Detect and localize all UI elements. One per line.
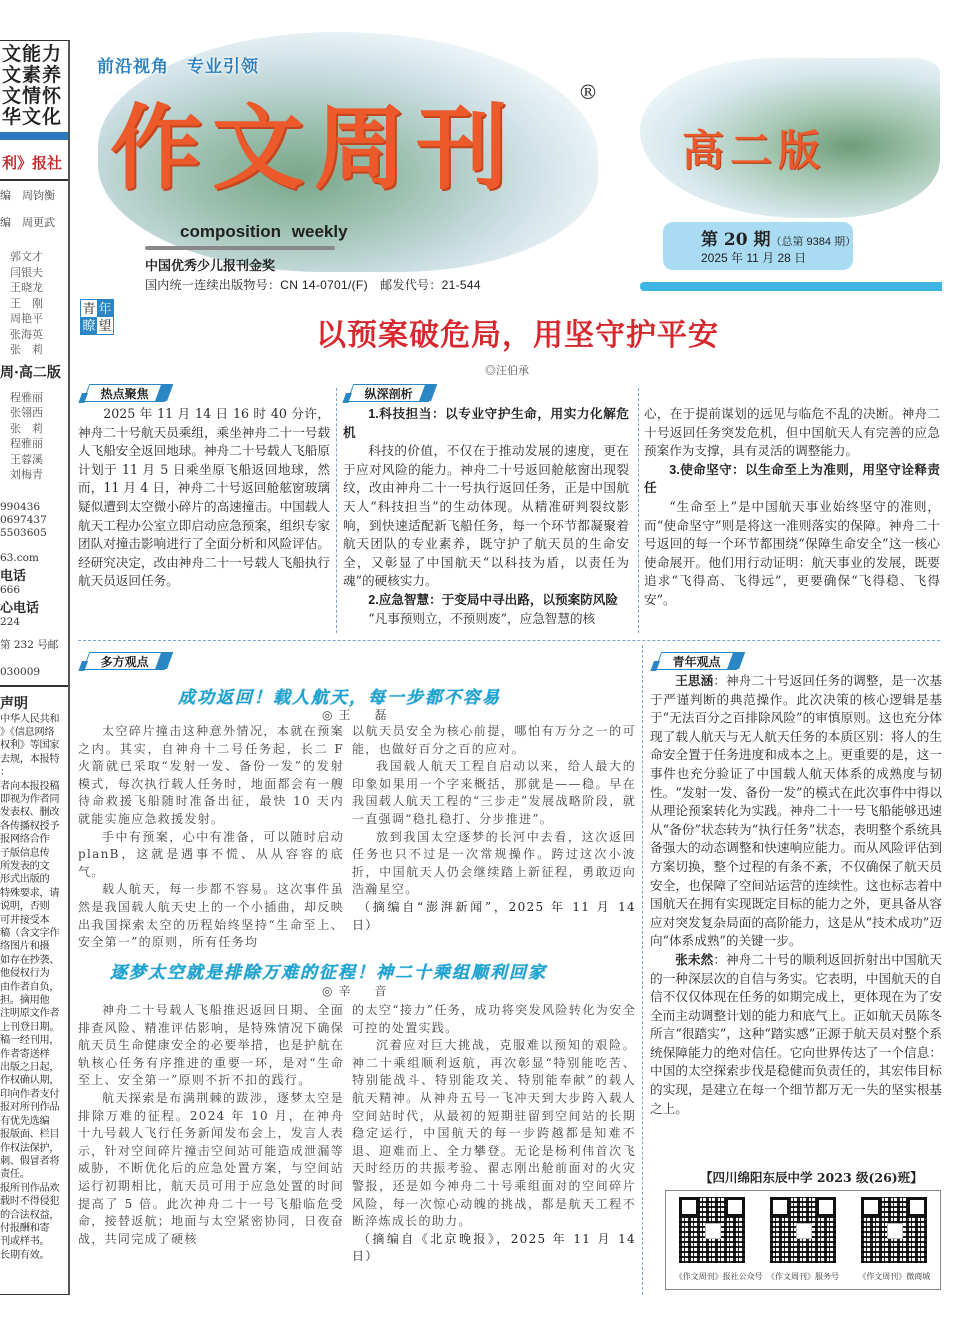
section-tag-hot-focus: 热点聚焦 [83,384,172,402]
divider [0,179,68,181]
section-tag-analysis: 纵深剖析 [347,384,436,402]
english-name: composition weekly [180,222,348,241]
slogan: 前沿视角 专业引领 [97,57,259,76]
edition-title: 高二版 [682,127,827,174]
section-tag-views: 多方观点 [83,652,172,670]
qr-code-shop[interactable]: 《作文周刊》微商城 [857,1195,931,1289]
issn: 国内统一连续出版物号：CN 14-0701/(F) 邮发代号：21-544 [145,278,481,292]
staff-row: 编 周钧衡 [0,189,55,202]
analysis-text-col2: 心，在于提前谋划的远见与临危不乱的决断。神舟二十号返回任务突发危机，但中国航天人有完善的应急预案作为支撑，具有灵活的调整能力。 3.使命坚守：以生命至上为准则，用坚守诠释责任 “生命至上”是中国航天事业始终坚守的准则，而“使命坚守”则是将这一准则落实的保障。神舟二十号返回的每一个环节都围绕“保障生命安全”这一核心使命展开。他们用行动证明：航天事业的发展，既要追求“飞得高、飞得远”，更要确保“飞得稳、飞得安”。 [644,406,940,607]
staff-names: 郭文才 闫银夫 王晓龙 王 刚 周艳平 张海英 张 莉 [10,250,43,356]
article2-col1: 神舟二十号载人飞船推迟返回日期、全面排查风险、精准评估影响，是特殊情况下确保航天员生命健康安全的必要举措，也是护航在轨核心任务有序推进的重要一环，是对“生命至上、安全第一”原则不折不扣的践行。 航天探索是布满荆棘的跋涉，逐梦太空是排除万难的征程。2024 年 10 月，在神舟十九号载人飞行任务新闻发布会上，发言人表示，针对空间碎片撞击空间站可能造成泄漏等威胁，不断优化后的应急处置方案，与空间站运行初期相比，航天员可用于应急处置的时间提高了 5 倍。此次神舟二十一号飞船临危受命，接替返航；地面与太空紧密协同，日夜奋战，共同完成了硬核 [78,1003,345,1246]
article1-col2: 以航天员安全为核心前提，哪怕有万分之一的可能，也做好百分之百的应对。 我国载人航天工程自启动以来，给人最大的印象如果用一个字来概括，那就是——稳。早在我国载人航天工程的“三步走”发展战略阶段，就一直强调“稳扎稳打、分步推进”。 放到我国太空逐梦的长河中去看，这次返回任务也只不过是一次常规操作。跨过这次小波折，中国航天人仍会继续踏上新征程，勇敢迈向浩瀚星空。 （摘编自“澎湃新闻”，2025 年 11 月 14 日） [352,723,636,934]
column-badge: 青 年 瞭 望 [80,299,114,335]
youth-views-text: 王思涵：神舟二十号返回任务的调整，是一次基于严谨判断的典范操作。此次决策的核心逻辑是基于“无法百分之百排除风险”的审慎原则。这也充分体现了载人航天与无人航天任务的本质区别：将人的生命安全置于任务进度和成本之上。更重要的是，这一事件也充分验证了中国载人航天体系的成熟度与韧性。“发射一发、备份一发”的模式在此次事件中得以从理论预案转化为实践。神舟二十一号飞船能够迅速从“备份”状态转为“执行任务”状态，表明整个系统具备强大的动态调整和快速响应能力。而从风险评估到方案切换，整个过程的有条不紊，不仅确保了航天员安全，也保障了空间站运营的连续性。这也标志着中国航天在拥有实现既定目标的能力之外，更具备从容应对突发复杂局面的高阶能力，这是从“技术成功”迈向“体系成熟”的关键一步。 张未然：神舟二十号的顺利返回折射出中国航天的一种深层次的自信与务实。它表明，中国航天的自信不仅仅体现在任务的如期完成上，更体现在为了安全而主动调整计划的能力和底气上。正如航天员陈冬所言“很踏实”，这种“踏实感”正源于航天员对整个系统保障能力的绝对信任。它向世界传达了一个信息：中国的太空探索步伐是稳健而负责任的，其宏伟目标的实现，是建立在每一个细节都万无一失的坚实根基之上。 [650,673,943,1116]
hot-focus-text: 2025 年 11 月 14 日 16 时 40 分许，神舟二十号航天员乘组，乘坐神舟二十一号载人飞船安全返回地球。神舟二十号载人飞船原计划于 11 月 5 日乘坐原飞船返回地球，然而，11 月 4 日，神舟二十号返回舱舷窗玻璃疑似遭到太空微小碎片的高速撞击。中国载人航天工程办公室立即启动应急预案，组织专家团队对撞击影响进行了全面分析和风险评估。经研究决定，改由神舟二十一号载人飞船执行航天员返回任务。 [78,406,330,589]
divider [78,640,940,641]
qr-code-official-account[interactable]: 《作文周刊》报社公众号 [675,1195,749,1289]
phone-numbers: 990436 0697437 5503605 [0,500,47,539]
analysis-heading-3: 3.使命坚守：以生命至上为准则，用坚守诠释责任 [644,462,940,496]
article2-col2: 的太空“接力”任务，成功将突发风险转化为安全可控的处置实践。 沉着应对巨大挑战，克服难以预知的艰险。神二十乘组顺利返航，再次彰显“特别能吃苦、特别能战斗、特别能攻关、特别能奉献”的载人航天精神。从神舟五号一飞冲天到大步跨入载人空间站时代，从最初的短期驻留到空间站的长期稳定运行，中国航天的每一步跨越都是知难不退、迎难而上、全力攀登。无论是杨利伟首次飞天时经历的共振考验、翟志刚出舱前面对的火灾警报，还是如今神舟二十号乘组面对的空间碎片风险，每一次惊心动魄的挑战，都是航天工程不断淬炼成长的助力。 （摘编自《北京晚报》，2025 年 11 月 14 日） [352,1002,636,1266]
qr-code-icon [859,1195,929,1265]
phone-value: 666 [0,583,21,596]
divider [642,645,643,1295]
declaration-title: 声明 [0,694,28,711]
article1-source: （摘编自“澎湃新闻”，2025 年 11 月 14 日） [352,899,636,932]
editor-names: 程雅丽 张翎西 张 莉 程雅丽 王蓉溪 刘梅青 [10,390,43,481]
edition-label: 周·高二版 [0,364,61,381]
sidebar-divider [0,132,68,140]
divider [0,685,68,687]
divider [638,388,639,633]
sidebar-masthead-info [0,40,70,1295]
header-stripe [640,282,942,291]
center-phone-label: 心电话 [0,599,40,615]
divider [336,388,337,633]
publisher-name: 利》报社 [2,154,63,172]
newspaper-logo: 作文周刊 [110,94,519,202]
award: 中国优秀少儿报刊金奖 [145,258,276,273]
staff-row: 编 周更武 [0,216,55,229]
analysis-heading-2: 2.应急智慧：于变局中寻出路，以预案防风险 [368,592,618,607]
qr-code-panel [665,1190,941,1290]
divider [145,246,335,250]
analysis-text-col1: 1.科技担当：以专业守护生命，用实力化解危机 科技的价值，不仅在于推动发展的速度，更在于应对风险的能力。神舟二十号返回舱舷窗出现裂纹，改由神舟二十一号执行返回任务，正是中国航天人“科技担当”的生动体现。从精准研判裂纹影响，到快速适配新飞船任务，每一个环节都凝聚着航天团队的专业素养，既守护了航天员的生命安全，又彰显了中国航天“以科技为盾，以责任为魂”的硬核实力。 2.应急智慧：于变局中寻出路，以预案防风险 “凡事预则立，不预则废”，应急智慧的核 [343,407,629,626]
article1-col1: 太空碎片撞击这种意外情况，本就在预案之内。其实，自神舟十二号任务起，长二 F 火箭就已采取“发射一发、备份一发”的发射模式，每次执行载人任务时，地面都会有一艘待命救援飞船随时准备出征，最快 10 天内就能实施应急救援发射。 手中有预案，心中有准备，可以随时启动 planB，这就是遇事不慌、从从容容的底气。 载人航天，每一步都不容易。这次事件虽然是我国载人航天史上的一个小插曲，却反映出我国探索太空的历程始终坚持“生命至上、安全第一”的原则，所有任务均 [78,724,345,950]
email: 63.com [0,551,39,564]
qr-code-service-account[interactable]: 《作文周刊》服务号 [766,1195,840,1289]
declaration-text: 中华人民共和 》《信息网络 权利》等国家 去规，本报特 ： 者向本报投稿 即视为作者同 发表权、删改 各传播权授予 报网络合作 子版信息传 所发表的文 形式出版的 特殊要求，请 说明，否则 可并接受本 稿（含文字作 络图片和摄 如存在抄袭、 他侵权行为 由作者自负， 担。摘用他 注明原文作者 上刊登日期。 稿一经刊用， 作者寄送样 出版之日起， 作权确认期， 印向作者支付 报对所刊作品 有优先选编 报版面、栏目 作权法保护， 刺、假冒者将 责任。 报所刊作品欢 载时不得侵犯 的合法权益， 付报酬和寄 刊或样书。 长期有效。 [0,713,60,1261]
article-byline: ◎汪伯承 [485,365,529,377]
article1-title: 成功返回！载人航天，每一步都不容易 [178,688,501,708]
issue-number: 第 20 期（总第 9384 期） [701,230,857,250]
phone-label: 电话 [0,567,27,583]
qr-code-icon [768,1195,838,1265]
school-attribution: 【四川绵阳东辰中学 2023 级(26)班】 [700,1170,923,1185]
article2-title: 逐梦太空就是排除万难的征程！神二十乘组顺利回家 [110,963,547,983]
article2-source: （摘编自《北京晚报》，2025 年 11 月 14 日） [352,1231,636,1264]
article1-author: ◎王 磊 [322,708,393,722]
speaker-name: 王思涵 [675,674,714,688]
speaker-name: 张未然 [675,952,714,967]
qr-code-icon [677,1195,747,1265]
article2-author: ◎辛 音 [322,984,393,998]
center-phone-value: 224 [0,615,21,628]
issue-box [663,222,857,270]
article-headline: 以预案破危局，用坚守护平安 [316,318,719,353]
analysis-heading-1: 1.科技担当：以专业守护生命，用实力化解危机 [343,407,629,440]
address: 第 232 号邮 [0,638,59,651]
postcode: 030009 [0,665,41,678]
issue-date: 2025 年 11 月 28 日 [701,251,807,265]
sidebar-motto: 文能力 文素养 文情怀 华文化 [2,44,63,128]
registered-mark-icon: ® [578,80,598,104]
section-tag-youth-views: 青年观点 [655,652,744,670]
